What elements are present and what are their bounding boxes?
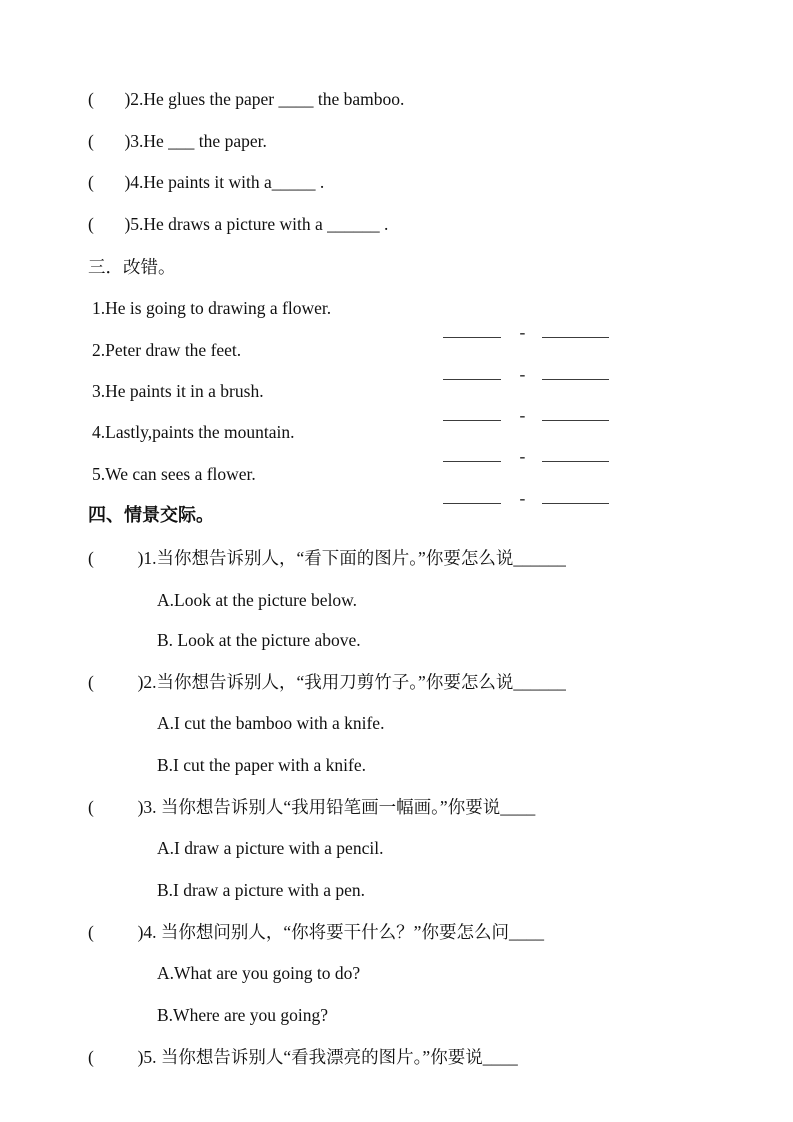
mcq-option-3b: B.I draw a picture with a pen. <box>157 880 365 900</box>
mcq-option-1b: B. Look at the picture above. <box>157 630 361 650</box>
mcq-stem-5: ( )5. 当你想告诉别人“看我漂亮的图片。”你要说____ <box>88 1047 518 1067</box>
correction-item-2: 2.Peter draw the feet. <box>92 340 242 360</box>
correction-item-5: 5.We can sees a flower. <box>92 464 256 484</box>
corrected-word-blank <box>542 443 609 462</box>
corrected-word-blank <box>542 319 609 338</box>
fill-item-3: ( )3.He ___ the paper. <box>88 131 267 151</box>
mcq-stem-3: ( )3. 当你想告诉别人“我用铅笔画一幅画。”你要说____ <box>88 797 536 817</box>
section-correction-title: 三．改错。 <box>88 257 176 277</box>
blank-separator-dash: - <box>519 405 526 425</box>
wrong-word-blank <box>443 361 501 380</box>
wrong-word-blank <box>443 402 501 421</box>
wrong-word-blank <box>443 319 501 338</box>
blank-separator-dash: - <box>519 364 526 384</box>
corrected-word-blank <box>542 402 609 421</box>
fill-item-2: ( )2.He glues the paper ____ the bamboo. <box>88 89 405 109</box>
wrong-word-blank <box>443 485 501 504</box>
mcq-stem-1: ( )1.当你想告诉别人，“看下面的图片。”你要怎么说______ <box>88 548 566 568</box>
mcq-stem-2: ( )2.当你想告诉别人，“我用刀剪竹子。”你要怎么说______ <box>88 672 566 692</box>
blank-separator-dash: - <box>519 446 526 466</box>
correction-item-3: 3.He paints it in a brush. <box>92 381 264 401</box>
corrected-word-blank <box>542 485 609 504</box>
fill-item-4: ( )4.He paints it with a_____ . <box>88 172 325 192</box>
mcq-stem-4: ( )4. 当你想问别人，“你将要干什么？”你要怎么问____ <box>88 922 544 942</box>
mcq-option-1a: A.Look at the picture below. <box>157 590 358 610</box>
mcq-option-2a: A.I cut the bamboo with a knife. <box>157 713 385 733</box>
correction-item-1: 1.He is going to drawing a flower. <box>92 298 332 318</box>
mcq-option-4a: A.What are you going to do? <box>157 963 361 983</box>
mcq-option-3a: A.I draw a picture with a pencil. <box>157 838 384 858</box>
mcq-option-2b: B.I cut the paper with a knife. <box>157 755 366 775</box>
corrected-word-blank <box>542 361 609 380</box>
blank-separator-dash: - <box>519 322 526 342</box>
wrong-word-blank <box>443 443 501 462</box>
correction-item-4: 4.Lastly,paints the mountain. <box>92 422 295 442</box>
blank-separator-dash: - <box>519 488 526 508</box>
correction-answer-blanks-5 <box>425 463 609 531</box>
fill-item-5: ( )5.He draws a picture with a ______ . <box>88 214 389 234</box>
mcq-option-4b: B.Where are you going? <box>157 1005 329 1025</box>
section-communication-title: 四、情景交际。 <box>88 505 214 525</box>
